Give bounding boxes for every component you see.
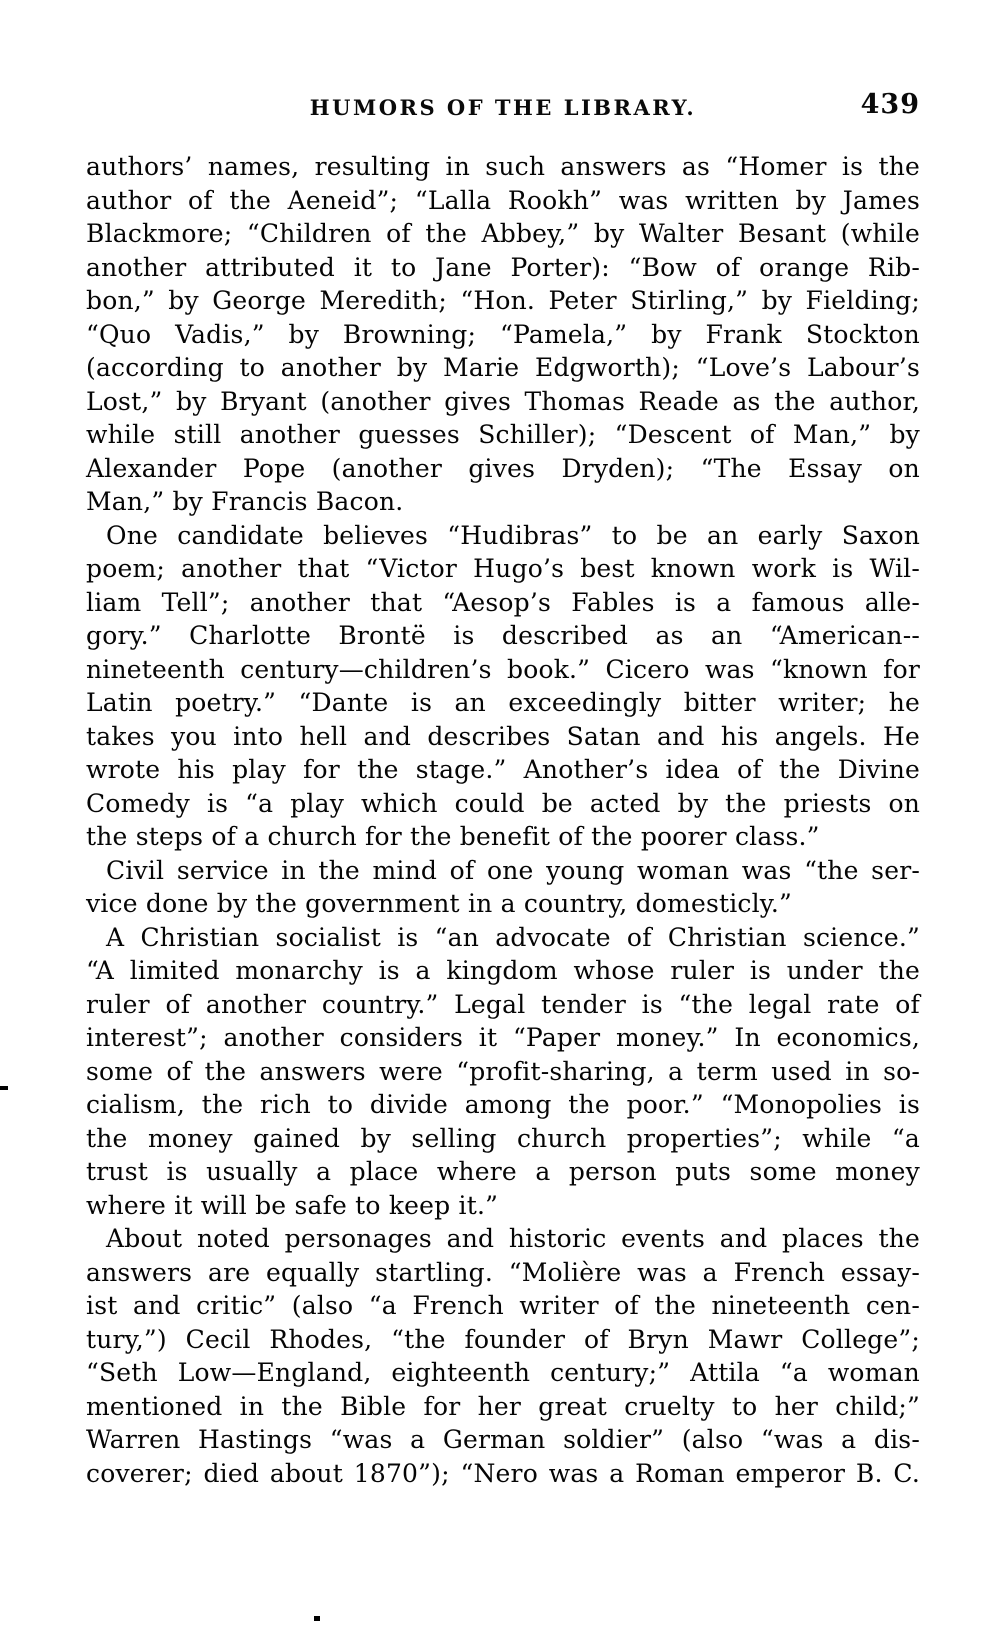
text-line: takes you into hell and describes Satan and his angels. He [86,721,920,751]
text-line: Lost,” by Bryant (another gives Thomas Reade as the author, [86,386,920,416]
text-line: A Christian socialist is “an advocate of Christian science.” [106,922,920,952]
text-line: Warren Hastings “was a German soldier” (also “was a dis- [86,1425,920,1454]
text-line: wrote his play for the stage.” Another’s idea of the Divine [86,755,920,784]
text-line: Comedy is “a play which could be acted by the priests on [86,788,920,818]
running-title: HUMORS OF THE LIBRARY. [309,95,697,120]
text-line: the money gained by selling church properties”; while “a [86,1123,920,1153]
text-line: another attributed it to Jane Porter): “Bow of orange Rib- [86,252,920,282]
text-line: “A limited monarchy is a kingdom whose ruler is under the [86,956,920,985]
text-line: nineteenth century—children’s book.” Cicero was “known for [86,654,920,684]
text-line: Blackmore; “Children of the Abbey,” by Walter Besant (while [86,219,920,248]
text-line: Civil service in the mind of one young woman was “the ser- [106,855,920,885]
text-line: “Quo Vadis,” by Browning; “Pamela,” by Frank Stockton [86,319,920,349]
text-line: coverer; died about 1870”); “Nero was a Roman emperor B. C. [86,1458,920,1488]
text-line: bon,” by George Meredith; “Hon. Peter Stirling,” by Fielding; [86,286,920,315]
text-line: Alexander Pope (another gives Dryden); “The Essay on [86,453,920,483]
text-line: trust is usually a place where a person puts some money [86,1157,920,1186]
scan-artifact-margin-dash [0,1086,8,1090]
text-line: Latin poetry.” “Dante is an exceedingly bitter writer; he [86,688,920,717]
text-line: Man,” by Francis Bacon. [86,487,404,516]
scan-artifact-bottom-dot [314,1616,320,1621]
page-number: 439 [860,89,920,120]
text-line: liam Tell”; another that “Aesop’s Fables is a famous alle- [86,587,920,617]
text-line: the steps of a church for the benefit of the poorer class.” [86,822,820,851]
text-line: poem; another that “Victor Hugo’s best known work is Wil- [86,554,920,583]
text-line: tury,”) Cecil Rhodes, “the founder of Bryn Mawr College”; [86,1324,920,1354]
text-line: ruler of another country.” Legal tender is “the legal rate of [86,989,920,1019]
text-line: ist and critic” (also “a French writer of the nineteenth cen- [86,1291,920,1320]
text-line: some of the answers were “profit-sharing, a term used in so- [86,1056,920,1086]
text-line: author of the Aeneid”; “Lalla Rookh” was written by James [86,185,920,215]
text-line: vice done by the government in a country, domesticly.” [86,889,792,918]
text-line: gory.” Charlotte Brontë is described as an “American-- [86,621,920,650]
text-line: One candidate believes “Hudibras” to be an early Saxon [106,520,920,550]
text-line: cialism, the rich to divide among the poor.” “Monopolies is [86,1090,920,1119]
text-line: mentioned in the Bible for her great cruelty to her child;” [86,1391,920,1421]
text-line: answers are equally startling. “Molière was a French essay- [86,1257,920,1287]
page-body [86,150,920,1490]
text-line: authors’ names, resulting in such answers as “Homer is the [86,152,920,181]
text-line: “Seth Low—England, eighteenth century;” Attila “a woman [86,1358,920,1387]
text-line: (according to another by Marie Edgworth); “Love’s Labour’s [86,353,920,382]
text-line: while still another guesses Schiller); “Descent of Man,” by [86,420,920,449]
text-line: where it will be safe to keep it.” [86,1190,499,1220]
page-header [86,89,920,124]
text-line: interest”; another considers it “Paper money.” In economics, [86,1023,920,1052]
text-line: About noted personages and historic events and places the [106,1224,920,1253]
